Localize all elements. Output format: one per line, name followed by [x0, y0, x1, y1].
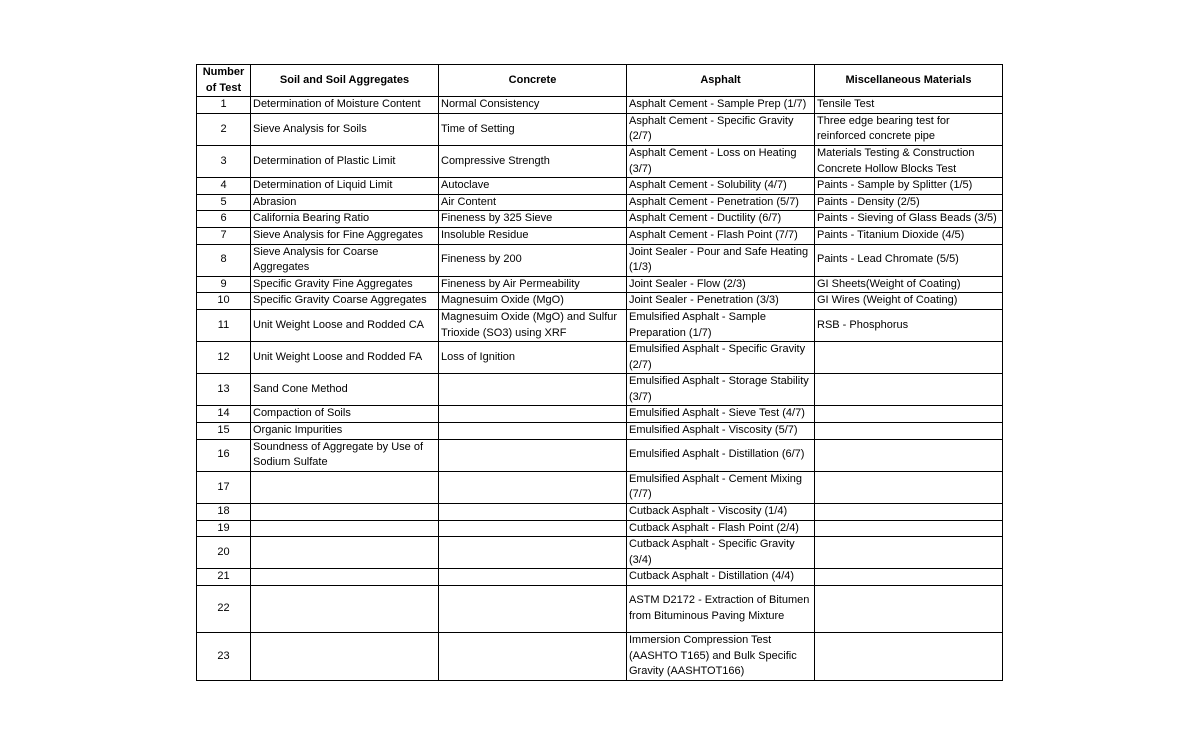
cell-asphalt: Asphalt Cement - Penetration (5/7) — [627, 194, 815, 211]
cell-misc: Paints - Titanium Dioxide (4/5) — [815, 227, 1003, 244]
cell-concrete: Air Content — [439, 194, 627, 211]
table-row — [197, 227, 1003, 244]
cell-concrete: Fineness by 200 — [439, 244, 627, 276]
header-row — [197, 65, 1003, 97]
cell-misc — [815, 504, 1003, 521]
header-concrete: Concrete — [439, 65, 627, 97]
cell-asphalt: Cutback Asphalt - Distillation (4/4) — [627, 569, 815, 586]
table-row — [197, 439, 1003, 471]
table-row — [197, 423, 1003, 440]
cell-misc — [815, 520, 1003, 537]
table-row — [197, 569, 1003, 586]
cell-misc — [815, 374, 1003, 406]
cell-number: 2 — [197, 113, 251, 145]
cell-soil: Determination of Liquid Limit — [251, 178, 439, 195]
cell-number: 12 — [197, 342, 251, 374]
cell-soil: Organic Impurities — [251, 423, 439, 440]
header-soil: Soil and Soil Aggregates — [251, 65, 439, 97]
table-row — [197, 194, 1003, 211]
table-header — [197, 65, 1003, 97]
cell-asphalt: Emulsified Asphalt - Sieve Test (4/7) — [627, 406, 815, 423]
cell-number: 8 — [197, 244, 251, 276]
table-row — [197, 374, 1003, 406]
cell-soil: Sieve Analysis for Coarse Aggregates — [251, 244, 439, 276]
cell-number: 5 — [197, 194, 251, 211]
table-row — [197, 97, 1003, 114]
cell-concrete — [439, 406, 627, 423]
cell-concrete — [439, 504, 627, 521]
cell-asphalt: Emulsified Asphalt - Storage Stability (3/7) — [627, 374, 815, 406]
cell-misc — [815, 586, 1003, 633]
cell-asphalt: Emulsified Asphalt - Viscosity (5/7) — [627, 423, 815, 440]
cell-number: 7 — [197, 227, 251, 244]
cell-asphalt: Cutback Asphalt - Viscosity (1/4) — [627, 504, 815, 521]
cell-misc: Three edge bearing test for reinforced concrete pipe — [815, 113, 1003, 145]
cell-misc: GI Wires (Weight of Coating) — [815, 293, 1003, 310]
header-asphalt: Asphalt — [627, 65, 815, 97]
cell-asphalt: Asphalt Cement - Specific Gravity (2/7) — [627, 113, 815, 145]
cell-number: 1 — [197, 97, 251, 114]
cell-number: 23 — [197, 633, 251, 681]
cell-concrete — [439, 586, 627, 633]
cell-asphalt: Emulsified Asphalt - Distillation (6/7) — [627, 439, 815, 471]
cell-number: 21 — [197, 569, 251, 586]
cell-misc — [815, 569, 1003, 586]
cell-concrete — [439, 374, 627, 406]
table-row — [197, 520, 1003, 537]
cell-asphalt: Emulsified Asphalt - Specific Gravity (2/7) — [627, 342, 815, 374]
cell-concrete: Time of Setting — [439, 113, 627, 145]
table-row — [197, 342, 1003, 374]
cell-misc: Paints - Sieving of Glass Beads (3/5) — [815, 211, 1003, 228]
cell-soil — [251, 569, 439, 586]
cell-misc — [815, 406, 1003, 423]
table-row — [197, 178, 1003, 195]
cell-concrete: Insoluble Residue — [439, 227, 627, 244]
table-row — [197, 633, 1003, 681]
cell-soil: Determination of Moisture Content — [251, 97, 439, 114]
cell-soil: Determination of Plastic Limit — [251, 145, 439, 177]
cell-misc — [815, 423, 1003, 440]
cell-concrete — [439, 520, 627, 537]
cell-asphalt: Asphalt Cement - Ductility (6/7) — [627, 211, 815, 228]
table-row — [197, 113, 1003, 145]
cell-number: 14 — [197, 406, 251, 423]
cell-concrete: Compressive Strength — [439, 145, 627, 177]
cell-soil: Sieve Analysis for Fine Aggregates — [251, 227, 439, 244]
cell-number: 10 — [197, 293, 251, 310]
table-row — [197, 244, 1003, 276]
cell-number: 22 — [197, 586, 251, 633]
cell-concrete — [439, 569, 627, 586]
cell-misc — [815, 633, 1003, 681]
cell-concrete — [439, 423, 627, 440]
cell-number: 9 — [197, 276, 251, 293]
cell-concrete: Autoclave — [439, 178, 627, 195]
cell-number: 19 — [197, 520, 251, 537]
cell-misc — [815, 342, 1003, 374]
table-row — [197, 504, 1003, 521]
cell-misc: RSB - Phosphorus — [815, 309, 1003, 341]
header-misc: Miscellaneous Materials — [815, 65, 1003, 97]
cell-number: 20 — [197, 537, 251, 569]
cell-concrete — [439, 633, 627, 681]
cell-concrete: Normal Consistency — [439, 97, 627, 114]
cell-misc — [815, 537, 1003, 569]
cell-concrete: Magnesuim Oxide (MgO) — [439, 293, 627, 310]
cell-soil: Compaction of Soils — [251, 406, 439, 423]
cell-number: 18 — [197, 504, 251, 521]
cell-misc — [815, 439, 1003, 471]
cell-number: 17 — [197, 471, 251, 503]
cell-misc: Paints - Density (2/5) — [815, 194, 1003, 211]
table-row — [197, 276, 1003, 293]
cell-concrete — [439, 439, 627, 471]
cell-number: 13 — [197, 374, 251, 406]
cell-concrete: Loss of Ignition — [439, 342, 627, 374]
cell-soil — [251, 633, 439, 681]
cell-asphalt: Joint Sealer - Pour and Safe Heating (1/3) — [627, 244, 815, 276]
table-row — [197, 211, 1003, 228]
cell-misc: Materials Testing & Construction Concrete Hollow Blocks Test — [815, 145, 1003, 177]
cell-soil — [251, 586, 439, 633]
cell-soil — [251, 520, 439, 537]
cell-number: 6 — [197, 211, 251, 228]
cell-soil: Specific Gravity Coarse Aggregates — [251, 293, 439, 310]
cell-concrete: Magnesuim Oxide (MgO) and Sulfur Trioxide (SO3) using XRF — [439, 309, 627, 341]
cell-soil: Specific Gravity Fine Aggregates — [251, 276, 439, 293]
cell-concrete: Fineness by Air Permeability — [439, 276, 627, 293]
cell-number: 16 — [197, 439, 251, 471]
table-row — [197, 293, 1003, 310]
cell-soil — [251, 504, 439, 521]
cell-asphalt: Joint Sealer - Flow (2/3) — [627, 276, 815, 293]
cell-soil: California Bearing Ratio — [251, 211, 439, 228]
cell-concrete: Fineness by 325 Sieve — [439, 211, 627, 228]
cell-misc — [815, 471, 1003, 503]
cell-asphalt: Asphalt Cement - Loss on Heating (3/7) — [627, 145, 815, 177]
cell-soil: Soundness of Aggregate by Use of Sodium Sulfate — [251, 439, 439, 471]
cell-asphalt: Emulsified Asphalt - Cement Mixing (7/7) — [627, 471, 815, 503]
table-row — [197, 471, 1003, 503]
cell-soil: Sieve Analysis for Soils — [251, 113, 439, 145]
cell-misc: GI Sheets(Weight of Coating) — [815, 276, 1003, 293]
cell-number: 11 — [197, 309, 251, 341]
cell-asphalt: Asphalt Cement - Sample Prep (1/7) — [627, 97, 815, 114]
cell-asphalt: Immersion Compression Test (AASHTO T165) and Bulk Specific Gravity (AASHTOT166) — [627, 633, 815, 681]
cell-number: 4 — [197, 178, 251, 195]
table-row — [197, 537, 1003, 569]
cell-asphalt: Joint Sealer - Penetration (3/3) — [627, 293, 815, 310]
cell-misc: Tensile Test — [815, 97, 1003, 114]
cell-concrete — [439, 471, 627, 503]
table-body — [197, 97, 1003, 681]
cell-soil: Abrasion — [251, 194, 439, 211]
cell-soil — [251, 471, 439, 503]
cell-misc: Paints - Sample by Splitter (1/5) — [815, 178, 1003, 195]
table-row — [197, 586, 1003, 633]
cell-misc: Paints - Lead Chromate (5/5) — [815, 244, 1003, 276]
cell-asphalt: Emulsified Asphalt - Sample Preparation (1/7) — [627, 309, 815, 341]
cell-asphalt: ASTM D2172 - Extraction of Bitumen from Bituminous Paving Mixture — [627, 586, 815, 633]
table-row — [197, 406, 1003, 423]
cell-soil: Unit Weight Loose and Rodded CA — [251, 309, 439, 341]
test-table — [196, 64, 1003, 681]
cell-soil: Unit Weight Loose and Rodded FA — [251, 342, 439, 374]
cell-soil: Sand Cone Method — [251, 374, 439, 406]
cell-asphalt: Asphalt Cement - Solubility (4/7) — [627, 178, 815, 195]
table-row — [197, 309, 1003, 341]
cell-soil — [251, 537, 439, 569]
cell-number: 3 — [197, 145, 251, 177]
table-row — [197, 145, 1003, 177]
header-number-of-test: Number of Test — [197, 65, 251, 97]
cell-asphalt: Asphalt Cement - Flash Point (7/7) — [627, 227, 815, 244]
cell-number: 15 — [197, 423, 251, 440]
cell-asphalt: Cutback Asphalt - Specific Gravity (3/4) — [627, 537, 815, 569]
cell-concrete — [439, 537, 627, 569]
cell-asphalt: Cutback Asphalt - Flash Point (2/4) — [627, 520, 815, 537]
